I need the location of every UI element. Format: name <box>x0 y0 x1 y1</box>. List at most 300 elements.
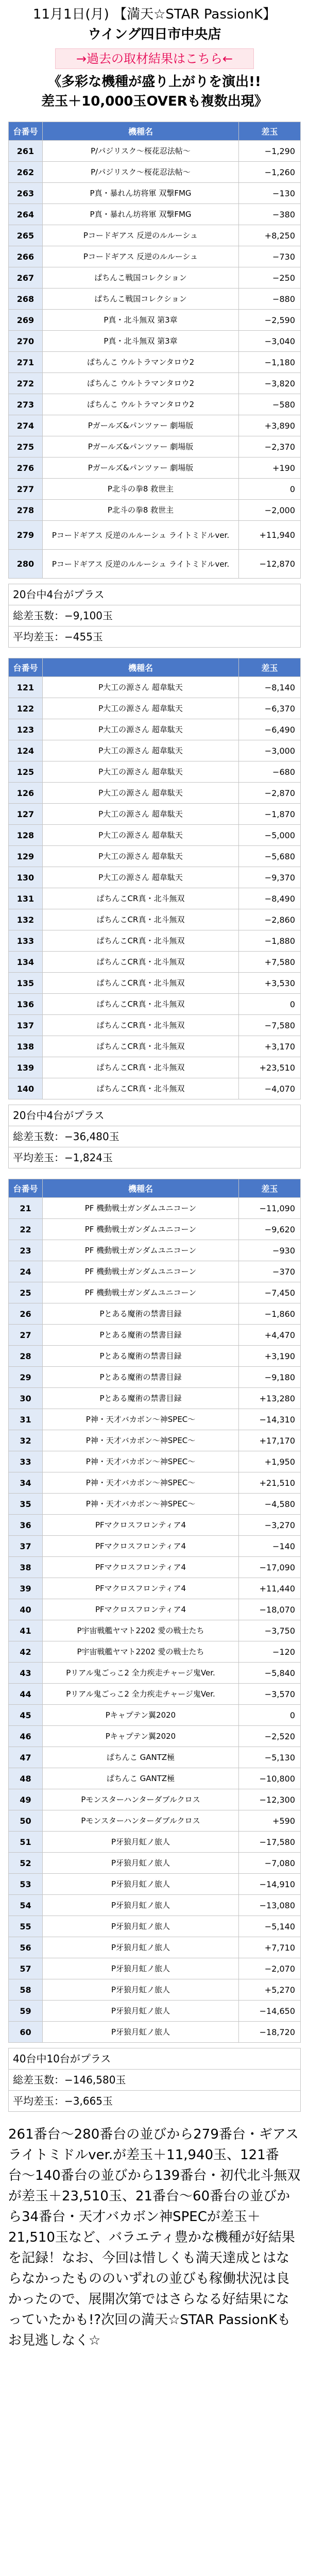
table-row <box>9 1036 301 1057</box>
header-diff: 差玉 <box>239 1179 301 1198</box>
table-row <box>9 1747 301 1768</box>
machine-number: 280 <box>9 550 43 579</box>
machine-number: 272 <box>9 373 43 394</box>
model-name: ぱちんこ GANTZ極 <box>42 1747 238 1768</box>
ball-diff: −2,370 <box>239 436 301 457</box>
ball-diff: −7,080 <box>239 1853 301 1874</box>
header-model: 機種名 <box>42 658 238 677</box>
machine-number: 275 <box>9 436 43 457</box>
machine-number: 55 <box>9 1916 43 1937</box>
ball-diff: −580 <box>239 394 301 415</box>
table-row <box>9 698 301 719</box>
table-row <box>9 521 301 550</box>
summary-average: 平均差玉：−1,824玉 <box>8 1147 301 1168</box>
machine-number: 31 <box>9 1409 43 1430</box>
machine-number: 263 <box>9 183 43 204</box>
ball-diff: −3,040 <box>239 331 301 352</box>
header-model: 機種名 <box>42 122 238 141</box>
model-name: P大工の源さん 超韋駄天 <box>42 677 238 698</box>
ball-diff: −680 <box>239 761 301 783</box>
model-name: P神・天才バカボン〜神SPEC〜 <box>42 1451 238 1472</box>
machine-number: 139 <box>9 1057 43 1078</box>
spacer <box>0 1099 309 1105</box>
lead-line-1: 《多彩な機種が盛り上がりを演出!! <box>48 74 261 90</box>
ball-diff: −14,910 <box>239 1874 301 1895</box>
ball-diff: −730 <box>239 246 301 267</box>
table-row <box>9 1684 301 1705</box>
machine-number: 134 <box>9 952 43 973</box>
table-row <box>9 1620 301 1641</box>
table-row <box>9 1705 301 1726</box>
spacer <box>0 2043 309 2048</box>
table-row <box>9 1494 301 1515</box>
machine-number: 58 <box>9 1979 43 2001</box>
model-name: P牙狼月虹ノ旅人 <box>42 1832 238 1853</box>
machine-number: 124 <box>9 740 43 761</box>
machine-number: 277 <box>9 479 43 500</box>
machine-number: 41 <box>9 1620 43 1641</box>
model-name: P/パジリスク～桜花忍法帖～ <box>42 141 238 162</box>
model-name: P牙狼月虹ノ旅人 <box>42 1958 238 1979</box>
ball-diff: 0 <box>239 479 301 500</box>
table-row <box>9 825 301 846</box>
machine-number: 271 <box>9 352 43 373</box>
ball-diff: −1,260 <box>239 162 301 183</box>
machine-number: 22 <box>9 1219 43 1240</box>
ball-diff: 0 <box>239 1705 301 1726</box>
ball-diff: −140 <box>239 1536 301 1557</box>
ball-diff: −5,680 <box>239 846 301 867</box>
machine-number: 38 <box>9 1557 43 1578</box>
table-row <box>9 1937 301 1958</box>
ball-diff: +3,170 <box>239 1036 301 1057</box>
ball-diff: +3,190 <box>239 1346 301 1367</box>
machine-number: 140 <box>9 1078 43 1099</box>
table-row <box>9 1874 301 1895</box>
table-row <box>9 1663 301 1684</box>
ball-diff: −880 <box>239 289 301 310</box>
shop-name: ウイング四日市中央店 <box>88 27 221 42</box>
machine-number: 268 <box>9 289 43 310</box>
model-name: ぱちんこCR真・北斗無双 <box>42 1057 238 1078</box>
table-row <box>9 204 301 225</box>
model-name: P宇宙戦艦ヤマト2202 愛の戦士たち <box>42 1620 238 1641</box>
table-row <box>9 952 301 973</box>
table-row <box>9 1979 301 2001</box>
ball-diff: −18,070 <box>239 1599 301 1620</box>
result-sections <box>0 122 309 2112</box>
ball-diff: −5,140 <box>239 1916 301 1937</box>
machine-number: 137 <box>9 1015 43 1036</box>
model-name: P大工の源さん 超韋駄天 <box>42 698 238 719</box>
table-row <box>9 373 301 394</box>
model-name: P大工の源さん 超韋駄天 <box>42 740 238 761</box>
result-table <box>8 658 301 1099</box>
table-row <box>9 352 301 373</box>
machine-number: 28 <box>9 1346 43 1367</box>
table-row <box>9 1430 301 1451</box>
ball-diff: −2,070 <box>239 1958 301 1979</box>
model-name: ぱちんこCR真・北斗無双 <box>42 930 238 952</box>
model-name: PFマクロスフロンティア4 <box>42 1578 238 1599</box>
model-name: ぱちんこCR真・北斗無双 <box>42 1015 238 1036</box>
ball-diff: −5,000 <box>239 825 301 846</box>
ball-diff: +11,940 <box>239 521 301 550</box>
machine-number: 43 <box>9 1663 43 1684</box>
ball-diff: −370 <box>239 1261 301 1282</box>
model-name: P真・北斗無双 第3章 <box>42 310 238 331</box>
ball-diff: −250 <box>239 267 301 289</box>
machine-number: 32 <box>9 1430 43 1451</box>
table-row <box>9 1557 301 1578</box>
table-row <box>9 804 301 825</box>
model-name: P神・天才バカボン〜神SPEC〜 <box>42 1494 238 1515</box>
table-row <box>9 1388 301 1409</box>
table-row <box>9 1599 301 1620</box>
summary-average: 平均差玉：−3,665玉 <box>8 2091 301 2112</box>
table-row <box>9 1578 301 1599</box>
table-row <box>9 246 301 267</box>
machine-number: 35 <box>9 1494 43 1515</box>
machine-number: 60 <box>9 2022 43 2043</box>
ball-diff: −2,000 <box>239 500 301 521</box>
table-row <box>9 846 301 867</box>
table-row <box>9 740 301 761</box>
summary-plus-count: 40台中10台がプラス <box>8 2048 301 2070</box>
table-row <box>9 267 301 289</box>
machine-number: 57 <box>9 1958 43 1979</box>
model-name: P大工の源さん 超韋駄天 <box>42 825 238 846</box>
model-name: Pとある魔術の禁書目録 <box>42 1325 238 1346</box>
machine-number: 265 <box>9 225 43 246</box>
ball-diff: −2,520 <box>239 1726 301 1747</box>
table-row <box>9 1367 301 1388</box>
model-name: Pガールズ&パンツァー 劇場版 <box>42 415 238 436</box>
machine-number: 46 <box>9 1726 43 1747</box>
table-header-row <box>9 1179 301 1198</box>
machine-number: 47 <box>9 1747 43 1768</box>
header-diff: 差玉 <box>239 122 301 141</box>
table-row <box>9 973 301 994</box>
model-name: ぱちんこCR真・北斗無双 <box>42 1036 238 1057</box>
model-name: P真・暴れん坊将軍 双撃FMG <box>42 183 238 204</box>
machine-number: 130 <box>9 867 43 888</box>
model-name: P神・天才バカボン〜神SPEC〜 <box>42 1409 238 1430</box>
ball-diff: −7,580 <box>239 1015 301 1036</box>
ball-diff: −17,090 <box>239 1557 301 1578</box>
table-row <box>9 1895 301 1916</box>
ball-diff: −9,370 <box>239 867 301 888</box>
model-name: ぱちんこCR真・北斗無双 <box>42 1078 238 1099</box>
model-name: Pコードギアス 反逆のルルーシュ <box>42 225 238 246</box>
ball-diff: −1,870 <box>239 804 301 825</box>
ball-diff: −6,490 <box>239 719 301 740</box>
model-name: PF 機動戦士ガンダムユニコーン <box>42 1240 238 1261</box>
model-name: Pとある魔術の禁書目録 <box>42 1346 238 1367</box>
ball-diff: +17,170 <box>239 1430 301 1451</box>
ball-diff: +8,250 <box>239 225 301 246</box>
model-name: P大工の源さん 超韋駄天 <box>42 846 238 867</box>
ball-diff: −1,860 <box>239 1303 301 1325</box>
ball-diff: −3,750 <box>239 1620 301 1641</box>
model-name: P牙狼月虹ノ旅人 <box>42 2022 238 2043</box>
ball-diff: 0 <box>239 994 301 1015</box>
machine-number: 53 <box>9 1874 43 1895</box>
machine-number: 30 <box>9 1388 43 1409</box>
model-name: P神・天才バカボン〜神SPEC〜 <box>42 1430 238 1451</box>
table-row <box>9 394 301 415</box>
model-name: P大工の源さん 超韋駄天 <box>42 804 238 825</box>
ball-diff: +13,280 <box>239 1388 301 1409</box>
model-name: ぱちんこ ウルトラマンタロウ2 <box>42 352 238 373</box>
ball-diff: +7,710 <box>239 1937 301 1958</box>
machine-number: 54 <box>9 1895 43 1916</box>
table-row <box>9 1409 301 1430</box>
machine-number: 34 <box>9 1472 43 1494</box>
machine-number: 45 <box>9 1705 43 1726</box>
table-header-row <box>9 658 301 677</box>
machine-number: 37 <box>9 1536 43 1557</box>
table-row <box>9 1346 301 1367</box>
table-row <box>9 500 301 521</box>
ball-diff: −5,840 <box>239 1663 301 1684</box>
model-name: ぱちんこCR真・北斗無双 <box>42 952 238 973</box>
ball-diff: −4,070 <box>239 1078 301 1099</box>
ball-diff: +5,270 <box>239 1979 301 2001</box>
ball-diff: −930 <box>239 1240 301 1261</box>
table-row <box>9 1810 301 1832</box>
model-name: Pリアル鬼ごっこ2 全力疾走チャージ鬼Ver. <box>42 1684 238 1705</box>
table-row <box>9 1240 301 1261</box>
ball-diff: −380 <box>239 204 301 225</box>
ball-diff: −12,300 <box>239 1789 301 1810</box>
model-name: PF 機動戦士ガンダムユニコーン <box>42 1219 238 1240</box>
model-name: P大工の源さん 超韋駄天 <box>42 783 238 804</box>
machine-number: 33 <box>9 1451 43 1472</box>
machine-number: 138 <box>9 1036 43 1057</box>
ball-diff: +190 <box>239 457 301 479</box>
header-model: 機種名 <box>42 1179 238 1198</box>
model-name: Pキャプテン翼2020 <box>42 1705 238 1726</box>
machine-number: 59 <box>9 2001 43 2022</box>
table-row <box>9 1641 301 1663</box>
ball-diff: −3,000 <box>239 740 301 761</box>
table-row <box>9 1303 301 1325</box>
model-name: P牙狼月虹ノ旅人 <box>42 1937 238 1958</box>
table-row <box>9 1916 301 1937</box>
table-row <box>9 1325 301 1346</box>
ball-diff: +3,530 <box>239 973 301 994</box>
table-row <box>9 1853 301 1874</box>
machine-number: 122 <box>9 698 43 719</box>
ball-diff: −2,590 <box>239 310 301 331</box>
summary-plus-count: 20台中4台がプラス <box>8 584 301 605</box>
machine-number: 123 <box>9 719 43 740</box>
model-name: Pコードギアス 反逆のルルーシュ ライトミドルver. <box>42 521 238 550</box>
ball-diff: −9,180 <box>239 1367 301 1388</box>
ball-diff: −3,570 <box>239 1684 301 1705</box>
model-name: Pリアル鬼ごっこ2 全力疾走チャージ鬼Ver. <box>42 1663 238 1684</box>
ball-diff: −7,450 <box>239 1282 301 1303</box>
model-name: ぱちんこCR真・北斗無双 <box>42 994 238 1015</box>
table-row <box>9 1078 301 1099</box>
ball-diff: +590 <box>239 1810 301 1832</box>
machine-number: 44 <box>9 1684 43 1705</box>
table-row <box>9 1015 301 1036</box>
summary-plus-count: 20台中4台がプラス <box>8 1105 301 1126</box>
ball-diff: +4,470 <box>239 1325 301 1346</box>
table-row <box>9 1958 301 1979</box>
machine-number: 121 <box>9 677 43 698</box>
model-name: Pモンスターハンターダブルクロス <box>42 1789 238 1810</box>
ball-diff: −11,090 <box>239 1198 301 1219</box>
model-name: Pとある魔術の禁書目録 <box>42 1367 238 1388</box>
model-name: P牙狼月虹ノ旅人 <box>42 1853 238 1874</box>
model-name: ぱちんこ ウルトラマンタロウ2 <box>42 373 238 394</box>
machine-number: 264 <box>9 204 43 225</box>
summary-average: 平均差玉：−455玉 <box>8 626 301 648</box>
comment-text: 261番台〜280番台の並びから279番台・ギアスライトミドルver.が差玉＋11,940玉、121番台〜140番台の並びから139番台・初代北斗無双が差玉＋23,510玉、21番台〜60番台の並びから34番台・天才バカボン神SPECが差玉＋21,510玉など、バラエティ豊かな機種が好結果を記録！なお、今回は惜しくも満天達成とはならなかったもののいずれの並びも稼働状況は良かったので、展開次第ではさらなる好結果になっていたかも!?次回の満天☆STAR PassionKもお見逃しなく☆ <box>8 2127 301 2348</box>
table-row <box>9 677 301 698</box>
ball-diff: −18,720 <box>239 2022 301 2043</box>
machine-number: 27 <box>9 1325 43 1346</box>
model-name: P牙狼月虹ノ旅人 <box>42 1874 238 1895</box>
ball-diff: −1,290 <box>239 141 301 162</box>
model-name: P北斗の拳8 救世主 <box>42 479 238 500</box>
machine-number: 274 <box>9 415 43 436</box>
model-name: PF 機動戦士ガンダムユニコーン <box>42 1198 238 1219</box>
machine-number: 261 <box>9 141 43 162</box>
table-row <box>9 1515 301 1536</box>
machine-number: 136 <box>9 994 43 1015</box>
result-table <box>8 122 301 579</box>
ball-diff: −4,580 <box>239 1494 301 1515</box>
model-name: Pガールズ&パンツァー 劇場版 <box>42 436 238 457</box>
model-name: Pガールズ&パンツァー 劇場版 <box>42 457 238 479</box>
page-title: 11月1日(月) 【満天☆STAR PassionK】 <box>32 7 277 22</box>
table-row <box>9 909 301 930</box>
ball-diff: −8,490 <box>239 888 301 909</box>
summary-total: 総差玉数：−36,480玉 <box>8 1126 301 1147</box>
machine-number: 127 <box>9 804 43 825</box>
machine-number: 267 <box>9 267 43 289</box>
table-row <box>9 1726 301 1747</box>
model-name: P大工の源さん 超韋駄天 <box>42 867 238 888</box>
header-num: 台番号 <box>9 658 43 677</box>
machine-number: 128 <box>9 825 43 846</box>
model-name: Pコードギアス 反逆のルルーシュ ライトミドルver. <box>42 550 238 579</box>
past-link-wrap <box>0 48 309 69</box>
ball-diff: −14,650 <box>239 2001 301 2022</box>
table-row <box>9 162 301 183</box>
table-row <box>9 994 301 1015</box>
ball-diff: −12,870 <box>239 550 301 579</box>
ball-diff: +21,510 <box>239 1472 301 1494</box>
model-name: ぱちんこ ウルトラマンタロウ2 <box>42 394 238 415</box>
ball-diff: −2,860 <box>239 909 301 930</box>
summary-total: 総差玉数：−9,100玉 <box>8 605 301 626</box>
model-name: PF 機動戦士ガンダムユニコーン <box>42 1282 238 1303</box>
machine-number: 48 <box>9 1768 43 1789</box>
ball-diff: +1,950 <box>239 1451 301 1472</box>
model-name: ぱちんこCR真・北斗無双 <box>42 973 238 994</box>
table-row <box>9 1282 301 1303</box>
lead-line-2: 差玉＋10,000玉OVERも複数出現》 <box>41 94 268 109</box>
table-row <box>9 310 301 331</box>
model-name: P/パジリスク～桜花忍法帖～ <box>42 162 238 183</box>
machine-number: 262 <box>9 162 43 183</box>
header-num: 台番号 <box>9 1179 43 1198</box>
machine-number: 133 <box>9 930 43 952</box>
past-results-link[interactable]: →過去の取材結果はこちら← <box>55 48 254 69</box>
ball-diff: −6,370 <box>239 698 301 719</box>
table-row <box>9 1832 301 1853</box>
machine-number: 56 <box>9 1937 43 1958</box>
model-name: P牙狼月虹ノ旅人 <box>42 1916 238 1937</box>
table-row <box>9 783 301 804</box>
table-row <box>9 761 301 783</box>
machine-number: 279 <box>9 521 43 550</box>
machine-number: 269 <box>9 310 43 331</box>
machine-number: 266 <box>9 246 43 267</box>
model-name: ぱちんこCR真・北斗無双 <box>42 909 238 930</box>
ball-diff: −1,180 <box>239 352 301 373</box>
model-name: P牙狼月虹ノ旅人 <box>42 1895 238 1916</box>
model-name: P北斗の拳8 救世主 <box>42 500 238 521</box>
model-name: PFマクロスフロンティア4 <box>42 1536 238 1557</box>
table-row <box>9 225 301 246</box>
ball-diff: −2,870 <box>239 783 301 804</box>
table-row <box>9 183 301 204</box>
model-name: P神・天才バカボン〜神SPEC〜 <box>42 1472 238 1494</box>
table-row <box>9 888 301 909</box>
ball-diff: −13,080 <box>239 1895 301 1916</box>
spacer <box>0 579 309 584</box>
machine-number: 29 <box>9 1367 43 1388</box>
machine-number: 270 <box>9 331 43 352</box>
ball-diff: −8,140 <box>239 677 301 698</box>
ball-diff: +11,440 <box>239 1578 301 1599</box>
table-row <box>9 141 301 162</box>
machine-number: 125 <box>9 761 43 783</box>
ball-diff: −130 <box>239 183 301 204</box>
machine-number: 49 <box>9 1789 43 1810</box>
table-row <box>9 1057 301 1078</box>
model-name: P真・北斗無双 第3章 <box>42 331 238 352</box>
machine-number: 26 <box>9 1303 43 1325</box>
machine-number: 21 <box>9 1198 43 1219</box>
table-row <box>9 415 301 436</box>
ball-diff: −120 <box>239 1641 301 1663</box>
machine-number: 278 <box>9 500 43 521</box>
machine-number: 52 <box>9 1853 43 1874</box>
result-table <box>8 1179 301 2043</box>
machine-number: 25 <box>9 1282 43 1303</box>
table-row <box>9 436 301 457</box>
ball-diff: −9,620 <box>239 1219 301 1240</box>
model-name: P大工の源さん 超韋駄天 <box>42 761 238 783</box>
ball-diff: −1,880 <box>239 930 301 952</box>
model-name: P大工の源さん 超韋駄天 <box>42 719 238 740</box>
table-row <box>9 2022 301 2043</box>
model-name: P牙狼月虹ノ旅人 <box>42 1979 238 2001</box>
model-name: PFマクロスフロンティア4 <box>42 1557 238 1578</box>
ball-diff: −17,580 <box>239 1832 301 1853</box>
model-name: ぱちんこ GANTZ極 <box>42 1768 238 1789</box>
machine-number: 273 <box>9 394 43 415</box>
ball-diff: +23,510 <box>239 1057 301 1078</box>
model-name: Pモンスターハンターダブルクロス <box>42 1810 238 1832</box>
